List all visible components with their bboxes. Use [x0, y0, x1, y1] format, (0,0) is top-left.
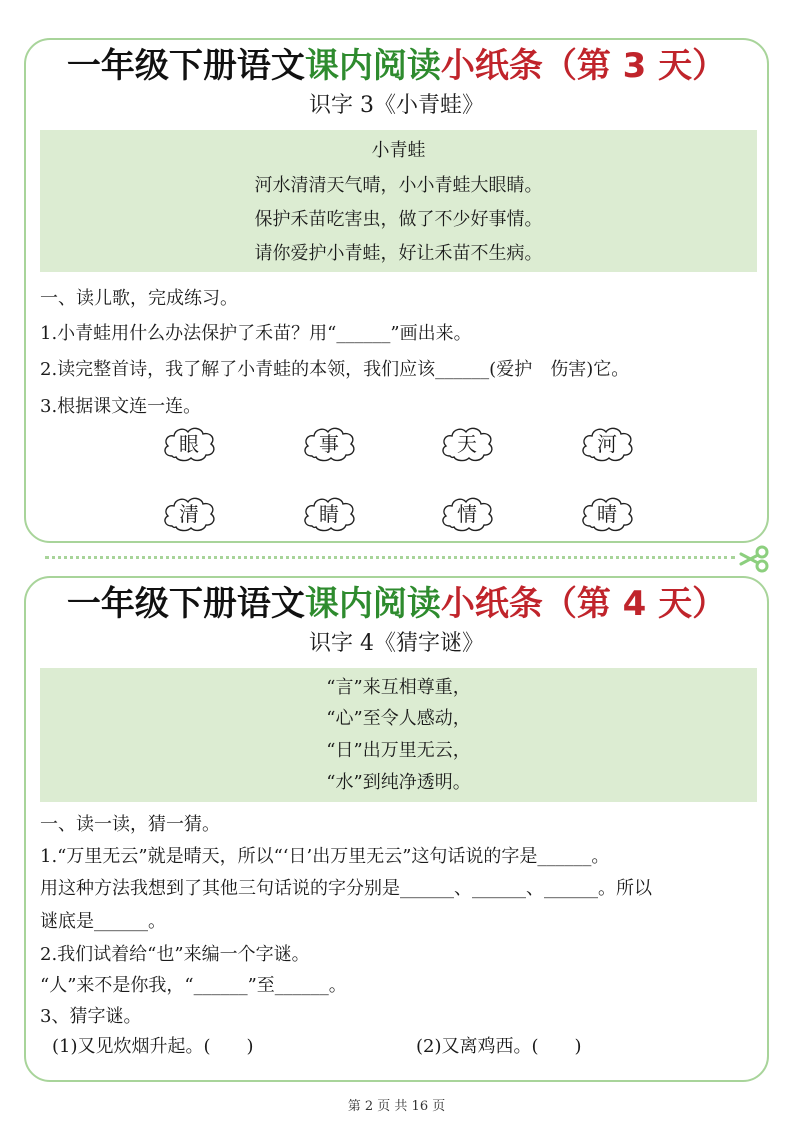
cloud-character: 事: [319, 432, 339, 456]
title-day: （第 4 天）: [542, 584, 727, 624]
title-grade: 一年级下册语文: [66, 584, 305, 624]
lesson-subtitle: 识字 4《猜字谜》: [309, 631, 484, 656]
cloud-character: 天: [457, 432, 477, 456]
poem-line: “言”来互相尊重，: [326, 677, 471, 698]
cloud-character: 眼: [179, 432, 199, 456]
riddle-2: (2)又离鸡西。( ): [416, 1036, 582, 1057]
poem-box: [40, 130, 757, 272]
cut-line: [45, 556, 735, 559]
question-1: 1.“万里无云”就是晴天，所以“‘日’出万里无云”这句话说的字是______。: [40, 846, 610, 867]
worksheet-card-day3: [24, 38, 769, 543]
poem-line: 保护禾苗吃害虫，做了不少好事情。: [254, 209, 543, 230]
poem-line: “日”出万里无云，: [326, 740, 471, 761]
poem-title: 小青蛙: [371, 140, 426, 161]
question-1: 1.小青蛙用什么办法保护了禾苗？用“______”画出来。: [40, 323, 472, 344]
cloud-character: 晴: [597, 502, 617, 526]
cloud-character: 情: [457, 502, 477, 526]
character-cloud[interactable]: [160, 424, 218, 464]
title-grade: 一年级下册语文: [66, 46, 305, 86]
question-2: 2.我们试着给“也”来编一个字谜。: [40, 944, 310, 965]
lesson-subtitle: 识字 3《小青蛙》: [309, 93, 484, 118]
card-title: [26, 584, 767, 624]
page-footer: 第 2 页 共 16 页: [347, 1099, 446, 1114]
title-reading: 课内阅读: [304, 46, 441, 86]
character-cloud[interactable]: [300, 424, 358, 464]
cloud-character: 清: [179, 502, 199, 526]
title-day: （第 3 天）: [542, 46, 727, 86]
poem-line: 河水清清天气晴，小小青蛙大眼睛。: [254, 175, 543, 196]
poem-line: “心”至令人感动，: [326, 708, 471, 729]
cloud-character: 河: [597, 432, 617, 456]
question-3: 3、猜字谜。: [40, 1006, 142, 1027]
question-2-cont: “人”来不是你我，“______”至______。: [40, 975, 347, 996]
question-heading: 一、读一读，猜一猜。: [40, 814, 220, 835]
character-cloud[interactable]: [438, 424, 496, 464]
poem-line: 请你爱护小青蛙，好让禾苗不生病。: [254, 243, 543, 264]
character-cloud[interactable]: [300, 494, 358, 534]
question-1-cont: 用这种方法我想到了其他三句话说的字分别是______、______、______。所以: [40, 878, 652, 899]
character-cloud[interactable]: [578, 494, 636, 534]
title-note: 小纸条: [440, 584, 543, 624]
question-2: 2.读完整首诗，我了解了小青蛙的本领，我们应该______(爱护 伤害)它。: [40, 359, 630, 380]
poem-box: [40, 668, 757, 802]
poem-line: “水”到纯净透明。: [326, 772, 471, 793]
worksheet-card-day4: [24, 576, 769, 1082]
scissors-icon: [738, 544, 772, 574]
title-reading: 课内阅读: [304, 584, 441, 624]
question-3: 3.根据课文连一连。: [40, 396, 202, 417]
character-cloud[interactable]: [578, 424, 636, 464]
question-1-cont: 谜底是______。: [40, 911, 166, 932]
question-heading: 一、读儿歌，完成练习。: [40, 288, 238, 309]
character-cloud[interactable]: [438, 494, 496, 534]
title-note: 小纸条: [440, 46, 543, 86]
cloud-character: 睛: [319, 502, 339, 526]
character-cloud[interactable]: [160, 494, 218, 534]
riddle-1: (1)又见炊烟升起。( ): [52, 1036, 254, 1057]
card-title: [26, 46, 767, 86]
